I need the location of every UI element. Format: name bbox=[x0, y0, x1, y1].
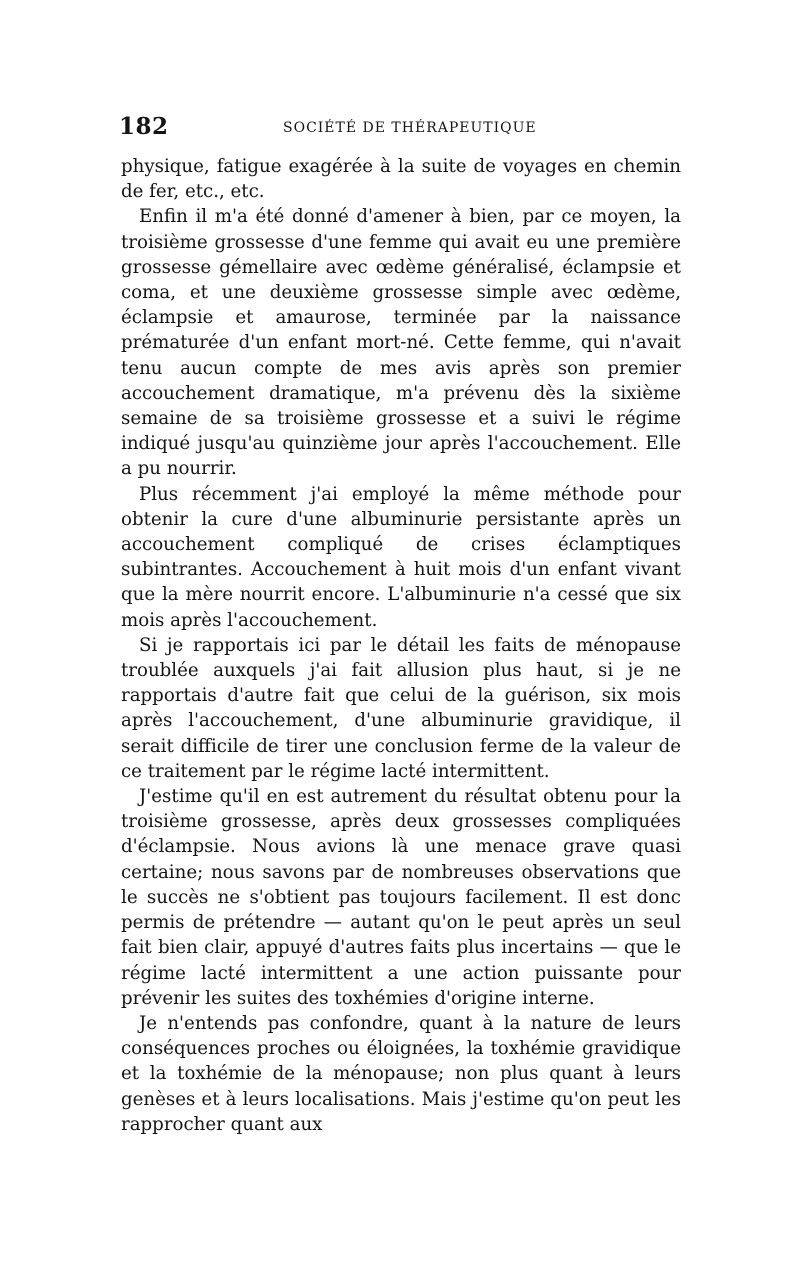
paragraph-3: Plus récemment j'ai employé la même méthode pour obtenir la cure d'une albuminurie persistante après un accouchement compliqué de crises éclamptiques subintrantes. Accouchement à huit mois d'un enfant vivant que la mère nourrit encore. L'albuminurie n'a cessé que six mois après l'accouchement. bbox=[121, 483, 681, 631]
book-page bbox=[121, 112, 681, 1137]
paragraph-2: Enfin il m'a été donné d'amener à bien, par ce moyen, la troisième grossesse d'une femme qui avait eu une première grossesse gémellaire avec œdème généralisé, éclampsie et coma, et une deuxième grossesse simple avec œdème, éclampsie et amaurose, terminée par la naissance prématurée d'un enfant mort-né. Cette femme, qui n'avait tenu aucun compte de mes avis après son premier accouchement dramatique, m'a prévenu dès la sixième semaine de sa troisième grossesse et a suivi le régime indiqué jusqu'au quinzième jour après l'accouchement. Elle a pu nourrir. bbox=[121, 206, 681, 480]
paragraph-4: Si je rapportais ici par le détail les faits de ménopause troublée auxquels j'ai fait allusion plus haut, si je ne rapportais d'autre fait que celui de la guérison, six mois après l'accouchement, d'une albuminurie gravidique, il serait difficile de tirer une conclusion ferme de la valeur de ce traitement par le régime lacté intermittent. bbox=[121, 634, 681, 782]
body-text bbox=[121, 154, 681, 1137]
running-title: SOCIÉTÉ DE THÉRAPEUTIQUE bbox=[283, 120, 537, 136]
page-header bbox=[121, 112, 681, 142]
page-number: 182 bbox=[119, 113, 169, 140]
paragraph-5: J'estime qu'il en est autrement du résultat obtenu pour la troisième grossesse, après deux grossesses compliquées d'éclampsie. Nous avions là une menace grave quasi certaine; nous savons par de nombreuses observations que le succès ne s'obtient pas toujours facilement. Il est donc permis de prétendre — autant qu'on le peut après un seul fait bien clair, appuyé d'autres faits plus incertains — que le régime lacté intermittent a une action puissante pour prévenir les suites des toxhémies d'origine interne. bbox=[121, 786, 681, 1009]
paragraph-6: Je n'entends pas confondre, quant à la nature de leurs conséquences proches ou éloignées, la toxhémie gravidique et la toxhémie de la ménopause; non plus quant à leurs genèses et à leurs localisations. Mais j'estime qu'on peut les rapprocher quant aux bbox=[121, 1012, 681, 1135]
paragraph-1: physique, fatigue exagérée à la suite de voyages en chemin de fer, etc., etc. bbox=[121, 156, 681, 203]
